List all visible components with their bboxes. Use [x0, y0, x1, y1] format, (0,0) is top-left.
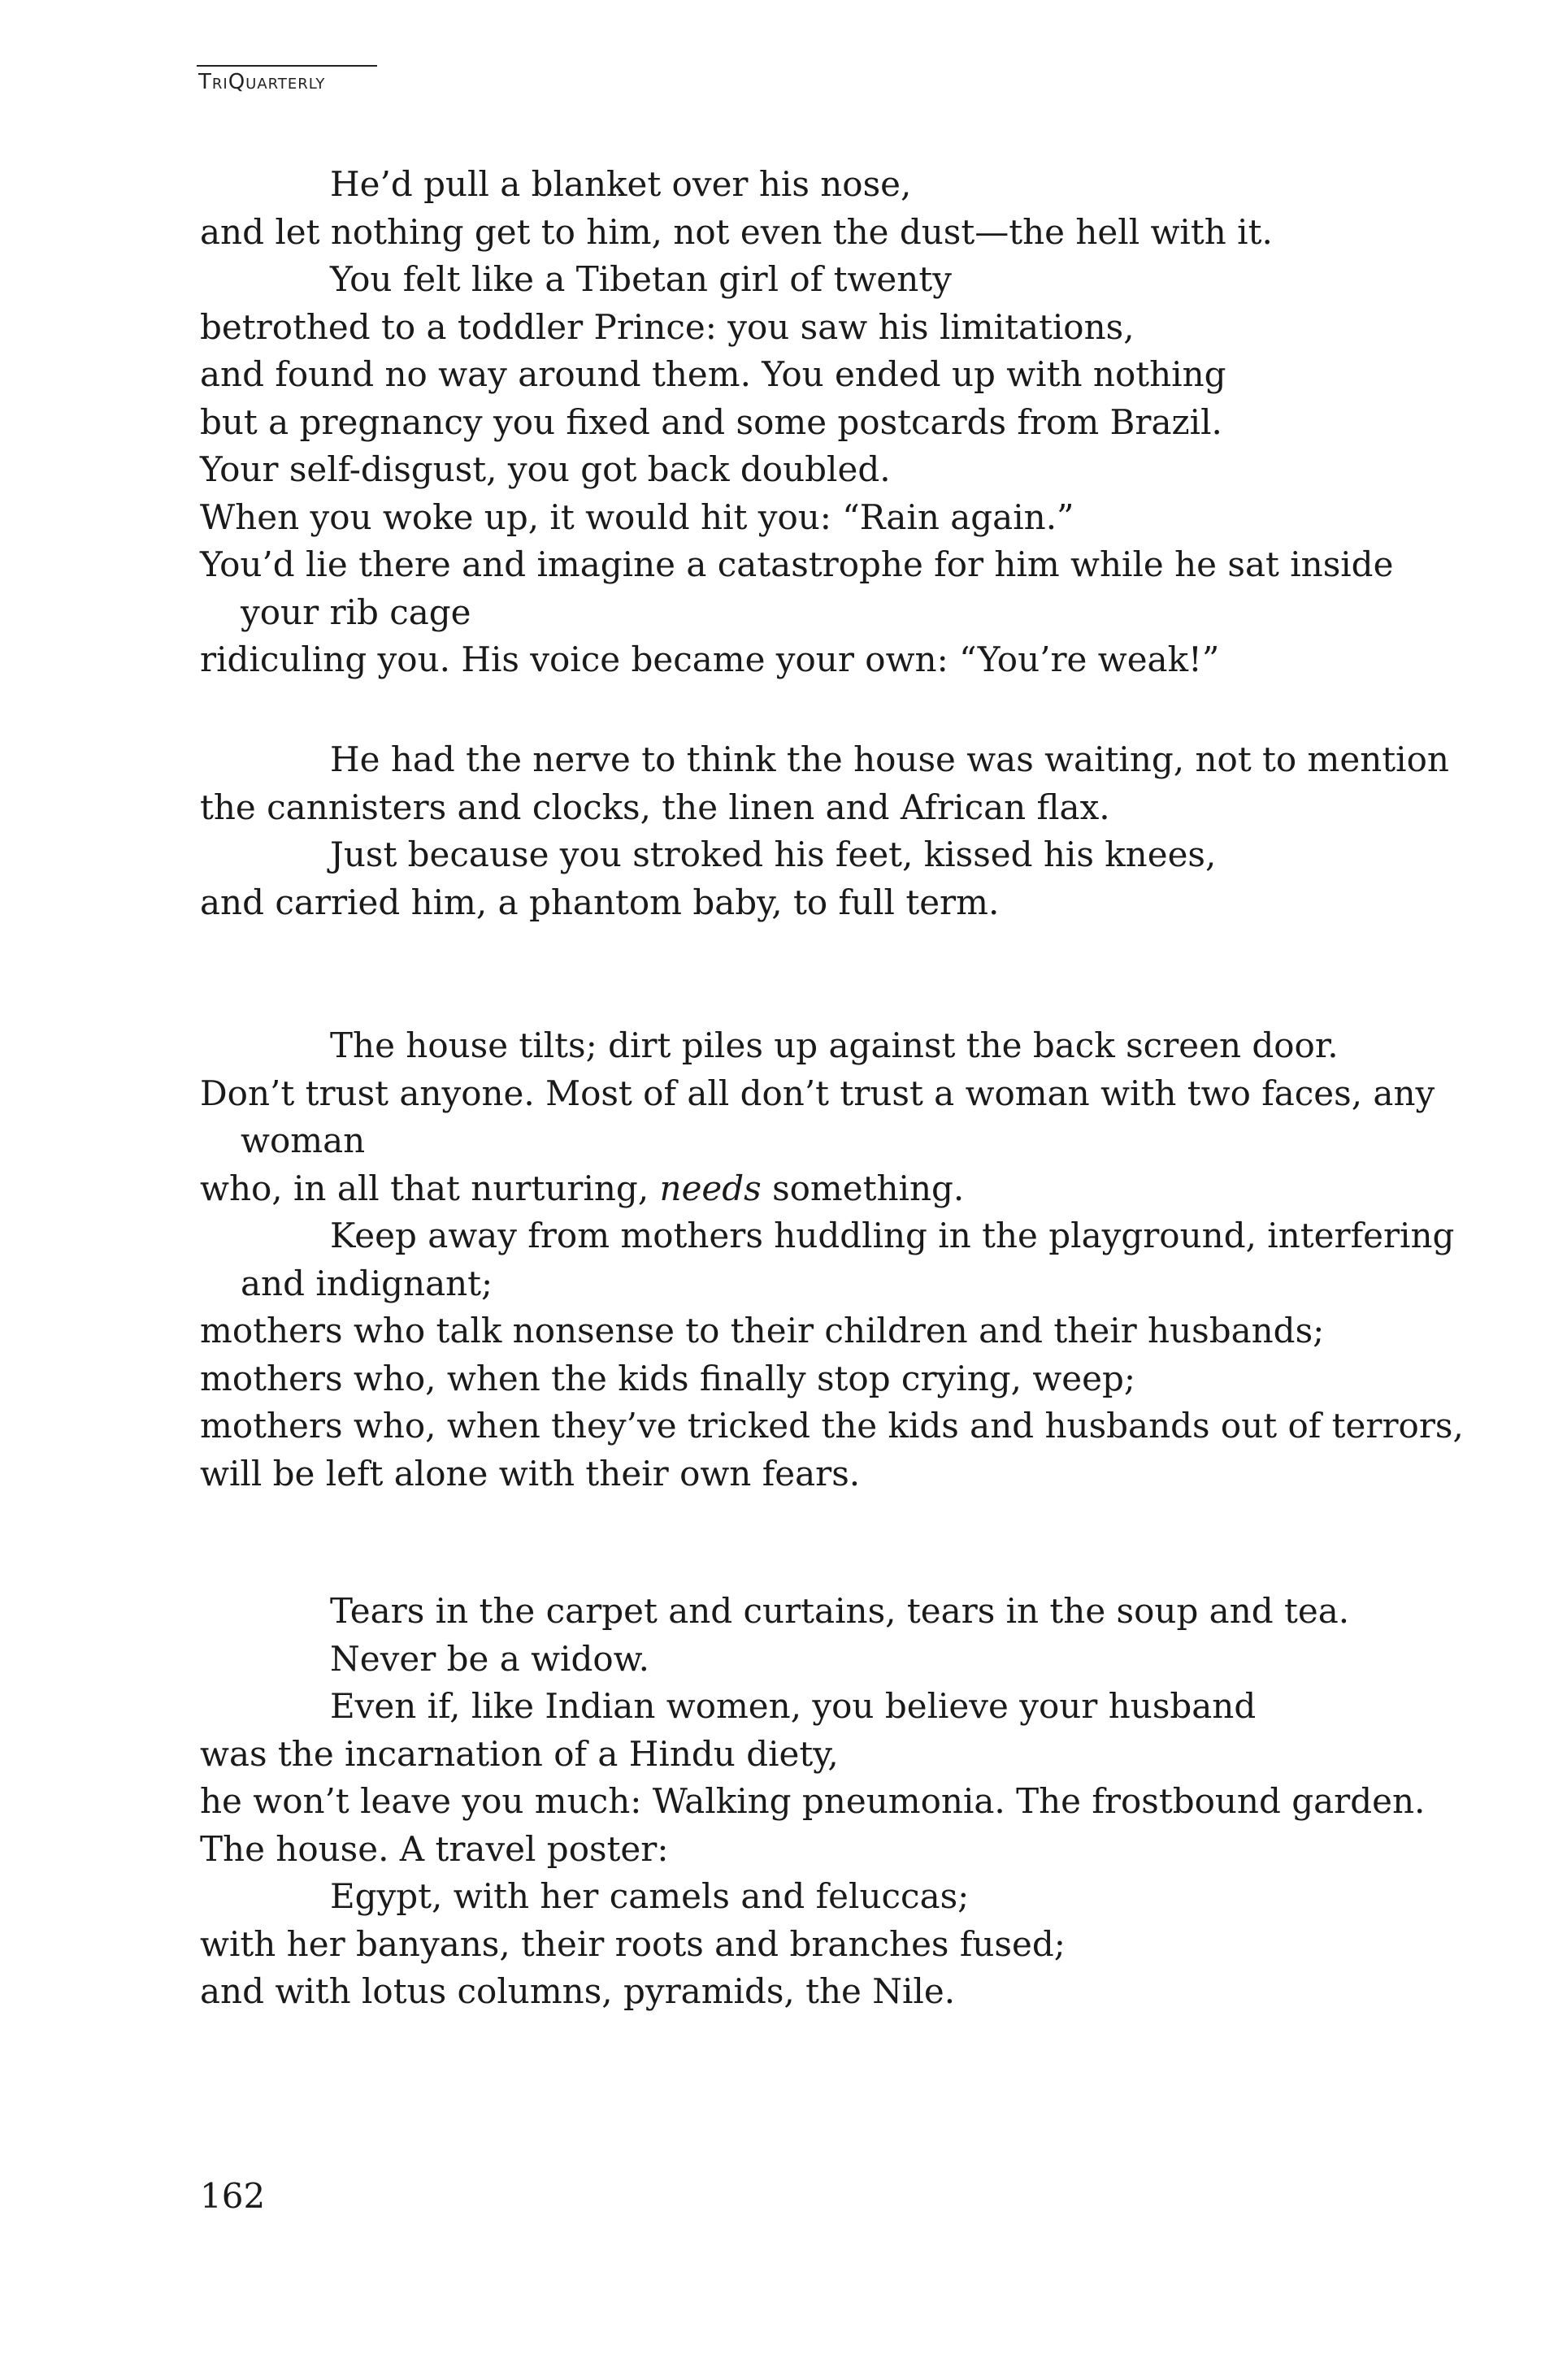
poem-line: and carried him, a phantom baby, to full term.: [200, 882, 1000, 922]
poem-line: will be left alone with their own fears.: [200, 1453, 861, 1493]
header-rule: [197, 65, 377, 67]
poem-line: When you woke up, it would hit you: “Rain again.”: [200, 496, 1074, 537]
poem-line: with her banyans, their roots and branches fused;: [200, 1923, 1066, 1964]
poem-line: and found no way around them. You ended up with nothing: [200, 354, 1226, 394]
poem-line: Tears in the carpet and curtains, tears in the soup and tea.: [330, 1591, 1350, 1631]
poem-line-turnover: and indignant;: [241, 1263, 493, 1303]
poem-line: [200, 1165, 1435, 1213]
poem-line: The house. A travel poster:: [200, 1828, 669, 1869]
poem-line: ridiculing you. His voice became your own: “You’re weak!”: [200, 639, 1220, 679]
running-header: TriQuarterly: [198, 70, 326, 94]
stanza-3: [200, 1022, 1464, 1498]
poem-line: mothers who talk nonsense to their children and their husbands;: [200, 1311, 1325, 1350]
poem-line: mothers who, when the kids finally stop crying, weep;: [200, 1358, 1136, 1398]
stanza-4: [200, 1588, 1435, 2016]
poem-line: Even if, like Indian women, you believe your husband: [330, 1686, 1257, 1726]
poem-line: Keep away from mothers huddling in the playground, interfering: [330, 1216, 1455, 1255]
poem-line-turnover: woman: [241, 1121, 366, 1160]
poem-line: was the incarnation of a Hindu diety,: [200, 1733, 839, 1774]
page-number: 162: [200, 2176, 266, 2216]
poem-line: the cannisters and clocks, the linen and African flax.: [200, 787, 1110, 827]
emphasis-needs: needs: [659, 1168, 762, 1208]
poem-line: You felt like a Tibetan girl of twenty: [330, 259, 952, 299]
stanza-2: [200, 736, 1449, 926]
poem-line: He had the nerve to think the house was waiting, not to mention: [330, 739, 1449, 779]
poem-line: He’d pull a blanket over his nose,: [330, 164, 912, 204]
poem-line-text: who, in all that nurturing,: [200, 1168, 660, 1208]
poem-line: mothers who, when they’ve tricked the kids and husbands out of terrors,: [200, 1406, 1464, 1446]
poem-line: Your self-disgust, you got back doubled.: [200, 449, 891, 489]
poem-line: he won’t leave you much: Walking pneumonia. The frostbound garden.: [200, 1781, 1426, 1821]
poem-line: The house tilts; dirt piles up against the back screen door.: [330, 1025, 1339, 1065]
poem-line: and with lotus columns, pyramids, the Nile.: [200, 1971, 956, 2011]
poem-line: Egypt, with her camels and feluccas;: [330, 1876, 970, 1916]
poem-line-text: something.: [761, 1168, 965, 1208]
poem-line: betrothed to a toddler Prince: you saw his limitations,: [200, 306, 1135, 347]
poem-line: and let nothing get to him, not even the dust—the hell with it.: [200, 211, 1273, 252]
poem-line-turnover: your rib cage: [241, 592, 471, 632]
poem-line: Never be a widow.: [330, 1638, 649, 1679]
poem-line: Don’t trust anyone. Most of all don’t trust a woman with two faces, any: [200, 1073, 1435, 1113]
poem-line: but a pregnancy you fixed and some postcards from Brazil.: [200, 401, 1222, 442]
stanza-1: [200, 161, 1435, 684]
poem-line: You’d lie there and imagine a catastrophe for him while he sat inside: [200, 544, 1394, 584]
poem-line: Just because you stroked his feet, kissed his knees,: [330, 835, 1217, 874]
